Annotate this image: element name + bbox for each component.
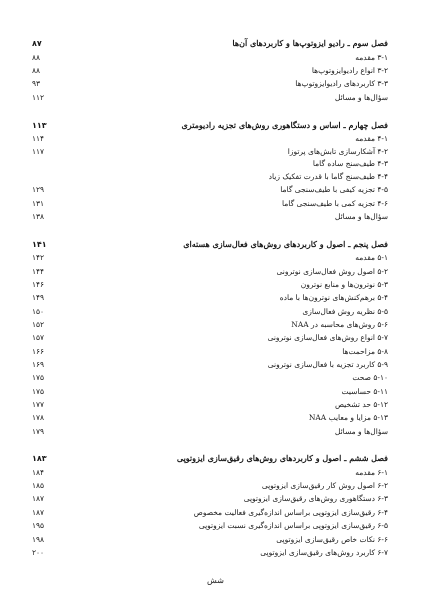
page-number: ۱۵۲ [32,320,45,329]
page-number: ۱۸۷ [32,508,45,517]
entry-title: ۴-۵ تجزیه کیفی با طیف‌سنجی گاما [280,185,388,194]
page-number: ۱۴۶ [32,280,45,289]
section-entry [32,520,388,531]
entry-title: ۳-۱ مقدمه [355,53,388,62]
entry-title: ۵-۱۲ حد تشخیص [334,400,388,409]
page-number: ۱۷۵ [32,373,45,382]
entry-title: ۳-۲ انواع رادیوایزوتوپ‌ها [311,66,388,75]
entry-title: ۳-۳ کاربردهای رادیوایزوتوپ‌ها [295,79,388,88]
page-number: ۱۱۲ [32,93,45,102]
entry-title: ۵-۹ کاربرد تجزیه با فعال‌سازی نوترونی [267,360,388,369]
chapter-heading [32,120,388,131]
section-entry [32,534,388,545]
section-entry [32,319,388,330]
section-entry [32,198,388,209]
entry-title: ۵-۱۰ صحت [352,373,388,382]
entry-title: ۵-۱ مقدمه [355,253,388,262]
entry-title: ۴-۶ تجزیه کمی با طیف‌سنجی گاما [281,199,388,208]
entry-title: سؤال‌ها و مسائل [334,93,388,102]
section-entry [32,372,388,383]
page-number: ۲۰۰ [32,548,45,557]
questions-entry [32,92,388,103]
section-entry [32,412,388,423]
entry-title: ۴-۲ آشکارسازی تابش‌های پرتوزا [287,147,388,156]
section-entry [32,65,388,76]
entry-title: ۴-۴ طیف‌سنج گاما با قدرت تفکیک زیاد [268,172,388,181]
section-entry [32,547,388,558]
page-number: ۱۳۸ [32,212,45,221]
chapter-heading [32,38,388,49]
section-entry [32,279,388,290]
entry-title: ۶-۱ مقدمه [355,468,388,477]
section-entry [32,346,388,357]
section-entry [32,252,388,263]
page-number: ۹۳ [32,79,41,88]
page-number: ۱۸۴ [32,468,45,477]
entry-title: ۵-۱۳ مزایا و معایب NAA [308,413,388,422]
section-entry [32,306,388,317]
page-number: ۱۷۷ [32,400,45,409]
page-number: ۱۸۳ [32,454,47,463]
page-number: ۱۹۸ [32,535,45,544]
entry-title: ۶-۵ رقیق‌سازی ایزوتوپی براساس اندازه‌گیری نسبت ایزوتوپی [198,521,388,530]
page-number: ۱۳۱ [32,199,45,208]
questions-entry [32,426,388,437]
section-entry [32,133,388,144]
page-number: ۱۱۴ [32,134,45,143]
section-entry [32,266,388,277]
section-entry [32,52,388,63]
entry-title: ۵-۲ اصول روش فعال‌سازی نوترونی [276,267,388,276]
entry-title: ۶-۴ رقیق‌سازی ایزوتوپی براساس اندازه‌گیری فعالیت مخصوص [193,508,388,517]
entry-title: سؤال‌ها و مسائل [334,212,388,221]
page-number: ۱۷۹ [32,427,45,436]
section-entry [32,359,388,370]
entry-title: ۵-۶ روش‌های محاسبه در NAA [291,320,388,329]
page-number: ۱۶۹ [32,360,45,369]
section-entry [32,158,388,169]
section-entry [32,399,388,410]
section-entry [32,467,388,478]
page-number: ۱۶۶ [32,347,45,356]
page-number: ۱۱۷ [32,147,45,156]
entry-title: ۵-۳ نوترون‌ها و منابع نوترون [300,280,388,289]
section-entry [32,386,388,397]
section-entry [32,493,388,504]
page-number: ۱۸۷ [32,494,45,503]
chapter-heading [32,453,388,464]
page-number: ۱۵۰ [32,307,45,316]
entry-title: ۶-۷ کاربرد روش‌های رقیق‌سازی ایزوتوپی [260,548,388,557]
page-number: ۱۱۳ [32,121,47,130]
page-number: ۱۴۲ [32,253,45,262]
section-entry [32,332,388,343]
chapter-heading [32,239,388,250]
entry-title: ۵-۷ انواع روش‌های فعال‌سازی نوترونی [267,333,388,342]
entry-title: ۶-۶ نکات خاص رقیق‌سازی ایزوتوپی [276,535,388,544]
section-entry [32,184,388,195]
entry-title: فصل سوم ـ رادیو ایزوتوپ‌ها و کاربردهای آن‌ها [232,38,388,48]
page-number: ۱۴۴ [32,267,45,276]
entry-title: سؤال‌ها و مسائل [334,427,388,436]
page-number: ۱۷۸ [32,413,45,422]
section-entry [32,78,388,89]
page-number: ۱۴۱ [32,240,47,249]
section-entry [32,480,388,491]
entry-title: ۵-۸ مزاحمت‌ها [342,347,388,356]
page-number: ۱۲۹ [32,185,45,194]
page-folio: شش [207,576,224,585]
page-number: ۱۵۷ [32,333,45,342]
section-entry [32,146,388,157]
entry-title: ۶-۳ دستگاهوری روش‌های رقیق‌سازی ایزوتوپی [243,494,388,503]
section-entry [32,171,388,182]
section-entry [32,292,388,303]
entry-title: ۴-۳ طیف‌سنج ساده گاما [312,159,388,168]
section-entry [32,507,388,518]
entry-title: ۵-۵ نظریه روش فعال‌سازی [302,307,388,316]
page-number: ۱۷۵ [32,387,45,396]
entry-title: فصل پنجم ـ اصول و کاربردهای روش‌های فعال‌سازی هسته‌ای [183,239,388,249]
entry-title: ۴-۱ مقدمه [355,134,388,143]
questions-entry [32,211,388,222]
entry-title: ۵-۱۱ حساسیت [341,387,388,396]
page-number: ۱۸۵ [32,481,45,490]
entry-title: فصل چهارم ـ اساس و دستگاهوری روش‌های تجزیه رادیومتری [181,120,388,130]
page-number: ۸۷ [32,39,42,48]
page-number: ۸۸ [32,66,41,75]
page-number: ۱۴۹ [32,293,45,302]
page-number: ۱۹۵ [32,521,45,530]
entry-title: فصل ششم ـ اصول و کاربردهای روش‌های رقیق‌سازی ایزوتوپی [176,453,388,463]
entry-title: ۵-۴ برهم‌کنش‌های نوترون‌ها با ماده [279,293,388,302]
page-number: ۸۸ [32,53,41,62]
entry-title: ۶-۲ اصول روش کار رقیق‌سازی ایزوتوپی [261,481,388,490]
